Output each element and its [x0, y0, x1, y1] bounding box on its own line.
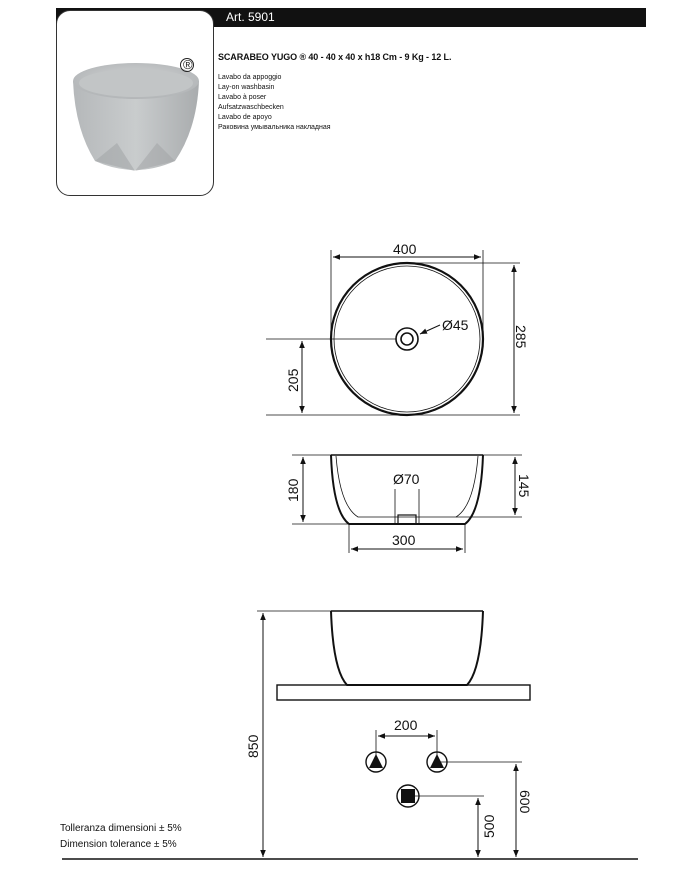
description-ru: Раковина умывальника накладная — [218, 124, 331, 131]
drain-hole-outer — [396, 328, 418, 350]
article-code: Art. 5901 — [226, 10, 275, 24]
top-view — [266, 250, 520, 415]
description-en: Lay-on washbasin — [218, 84, 275, 91]
dim-drain-offset: 205 — [285, 368, 301, 392]
product-title: SCARABEO YUGO ® 40 - 40 x 40 x h18 Cm - 9 Kg - 12 L. — [218, 52, 452, 62]
dim-outlet-diameter: Ø70 — [393, 471, 420, 487]
tolerance-italian: Tolleranza dimensioni ± 5% — [60, 823, 182, 834]
dim-base-width: 300 — [392, 532, 416, 548]
drain-hole-inner — [401, 333, 413, 345]
dim-height: 180 — [285, 478, 301, 502]
dim-install-height: 850 — [245, 734, 261, 758]
tolerance-english: Dimension tolerance ± 5% — [60, 839, 177, 850]
dim-width: 400 — [393, 241, 417, 257]
registered-mark: ® — [183, 57, 193, 72]
countertop — [277, 685, 530, 700]
dim-depth: 285 — [513, 325, 529, 349]
dim-inner-depth: 145 — [516, 474, 532, 498]
description-fr: Lavabo à poser — [218, 94, 267, 101]
dim-drain-height: 500 — [481, 814, 497, 838]
description-de: Aufsatzwaschbecken — [218, 104, 284, 111]
description-es: Lavabo de apoyo — [218, 114, 272, 121]
dim-valve-height: 600 — [517, 790, 533, 814]
dim-valve-spacing: 200 — [394, 717, 418, 733]
installation-view — [62, 611, 638, 859]
dim-drain-diameter: Ø45 — [442, 317, 469, 333]
description-it: Lavabo da appoggio — [218, 74, 282, 81]
drain-leader-line — [420, 325, 440, 334]
installed-basin — [331, 611, 483, 685]
